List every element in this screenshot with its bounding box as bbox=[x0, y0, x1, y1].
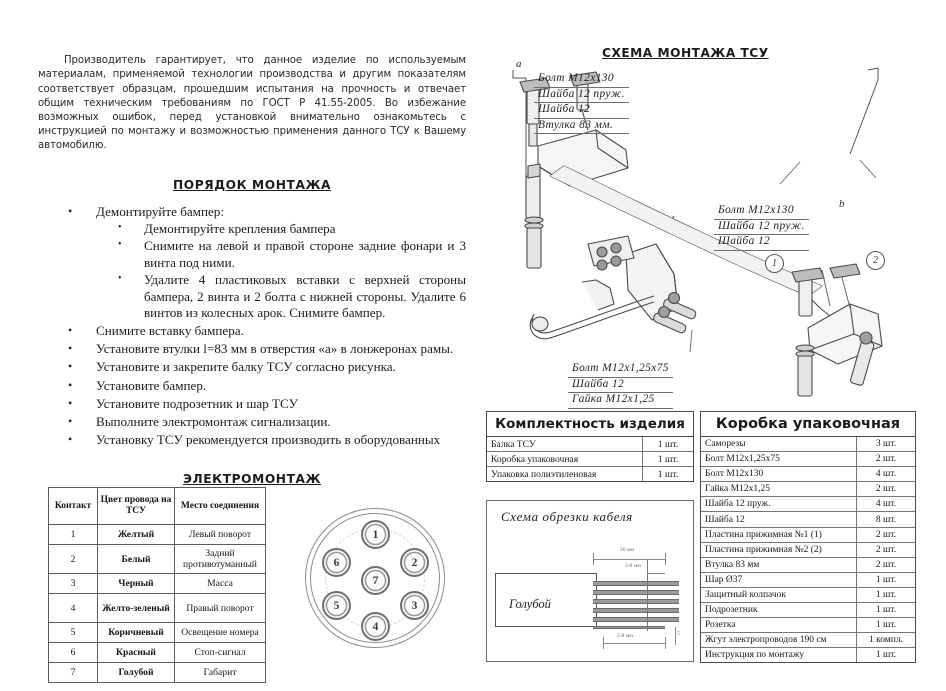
cell-quantity: 4 шт. bbox=[857, 467, 916, 482]
install-order-heading: ПОРЯДОК МОНТАЖА bbox=[172, 177, 332, 192]
callout-line: Шайба 12 пруж. bbox=[714, 220, 809, 236]
cell-item-name: Розетка bbox=[701, 618, 857, 633]
wire-strand bbox=[593, 581, 679, 586]
cell-quantity: 4 шт. bbox=[857, 497, 916, 512]
callout-line: Шайба 12 bbox=[568, 378, 673, 394]
wire-strand bbox=[593, 599, 679, 604]
kit-table-title: Комплектность изделия bbox=[487, 412, 693, 437]
cell-place: Освещение номера bbox=[175, 623, 266, 643]
mounting-diagram-title: СХЕМА МОНТАЖА ТСУ bbox=[602, 46, 769, 60]
table-row bbox=[487, 437, 693, 452]
list-item: • Демонтируйте крепления бампера bbox=[118, 221, 466, 238]
callout-circle-1: 1 bbox=[765, 254, 784, 273]
cell-quantity: 3 шт. bbox=[857, 437, 916, 452]
list-item: • Снимите вставку бампера. bbox=[68, 323, 466, 340]
connector-pin-5: 5 bbox=[322, 591, 351, 620]
cell-contact: 6 bbox=[49, 643, 98, 663]
cell-color: Белый bbox=[98, 545, 175, 574]
packing-box-table bbox=[700, 411, 916, 663]
list-item: • Установку ТСУ рекомендуется производить в оборудованных bbox=[68, 432, 466, 449]
wire-strand bbox=[593, 617, 679, 622]
dimension-tick bbox=[675, 627, 676, 645]
table-row bbox=[701, 557, 915, 572]
cable-color-label: Голубой bbox=[509, 597, 551, 611]
cell-quantity: 1 шт. bbox=[643, 437, 694, 452]
callout-line: Гайка М12х1,25 bbox=[568, 393, 673, 409]
dimension-label-top: 20 мм bbox=[620, 547, 635, 553]
dimension-line-bottom bbox=[603, 643, 665, 644]
table-row bbox=[701, 633, 915, 648]
cell-place: Задний противотуманный bbox=[175, 545, 266, 574]
list-item: • Выполните электромонтаж сигнализации. bbox=[68, 414, 466, 431]
table-row bbox=[49, 594, 266, 623]
dimension-line-mid bbox=[647, 573, 665, 574]
cell-item-name: Шайба 12 пруж. bbox=[701, 497, 857, 512]
warranty-paragraph: Производитель гарантирует, что данное изделие по используемым материалам, применяемой технологии производства и другим показателям соответствует образцам, прошедшим испытания на прочность и отвечает общим техническим требованиям по ГОСТ Р 41.55-2005. Во избежание возможных ошибок, перед установкой внимательно ознакомьтесь с инструкцией по монтажу и возможностью применения данного ТСУ к Вашему автомобилю. bbox=[38, 55, 466, 152]
cell-item-name: Балка ТСУ bbox=[491, 438, 536, 450]
table-row bbox=[487, 452, 693, 467]
cell-item-name: Саморезы bbox=[705, 439, 746, 450]
column-header-connection-place: Место соединения bbox=[175, 488, 266, 525]
table-row bbox=[701, 618, 915, 633]
cell-quantity: 2 шт. bbox=[857, 527, 916, 542]
dimension-tick bbox=[603, 637, 604, 649]
table-row bbox=[49, 574, 266, 594]
connector-pin-3: 3 bbox=[400, 591, 429, 620]
callout-line: Шайба 12 bbox=[714, 235, 809, 251]
connector-pin-7: 7 bbox=[361, 566, 390, 595]
cell-place: Масса bbox=[175, 574, 266, 594]
table-row bbox=[701, 527, 915, 542]
table-row bbox=[701, 572, 915, 587]
install-order-sublist bbox=[96, 221, 466, 322]
kit-contents-table bbox=[486, 411, 694, 482]
cell-quantity: 2 шт. bbox=[857, 542, 916, 557]
column-header-wire-color: Цвет провода на ТСУ bbox=[98, 488, 175, 525]
list-item: • Удалите 4 пластиковых вставки с верхней стороны бампера, 2 винта и 2 болта с нижней стороны. Удалите 6 винтов из колесных арок. Снимите бампер. bbox=[118, 272, 466, 322]
table-row bbox=[701, 603, 915, 618]
cell-quantity: 2 шт. bbox=[857, 482, 916, 497]
wire-strand bbox=[593, 608, 679, 613]
connector-pin-2: 2 bbox=[400, 548, 429, 577]
cell-item-name: Пластина прижимная №1 (1) bbox=[701, 527, 857, 542]
dimension-label-right: 5 bbox=[677, 631, 680, 637]
table-row bbox=[701, 497, 915, 512]
cell-item-name: Упаковка полиэтиленовая bbox=[487, 467, 643, 482]
list-item: • Снимите на левой и правой стороне задние фонари и 3 винта под ними. bbox=[118, 238, 466, 271]
list-item: • Установите бампер. bbox=[68, 378, 466, 395]
dimension-tick bbox=[593, 553, 594, 565]
dimension-label-mid: 5-8 мм bbox=[625, 563, 641, 569]
table-header-row bbox=[49, 488, 266, 525]
cell-quantity: 1 шт. bbox=[857, 603, 916, 618]
cell-contact: 2 bbox=[49, 545, 98, 574]
cell-contact: 4 bbox=[49, 594, 98, 623]
cell-item-name: Шар Ø37 bbox=[701, 572, 857, 587]
list-item bbox=[68, 204, 466, 322]
table-row bbox=[701, 542, 915, 557]
table-row bbox=[49, 643, 266, 663]
cell-quantity: 1 шт. bbox=[643, 467, 694, 482]
list-item: • Установите втулки l=83 мм в отверстия «а» в лонжеронах рамы. bbox=[68, 341, 466, 358]
table-row bbox=[49, 663, 266, 683]
dimension-line-top bbox=[593, 559, 665, 560]
electrical-heading: ЭЛЕКТРОМОНТАЖ bbox=[182, 472, 322, 487]
table-row bbox=[701, 587, 915, 602]
wiring-table-wrapper bbox=[48, 487, 266, 683]
cell-contact: 1 bbox=[49, 525, 98, 545]
cell-item-name: Жгут электропроводов 190 см bbox=[701, 633, 857, 648]
cell-item-name: Пластина прижимная №2 (2) bbox=[701, 542, 857, 557]
wire-strand bbox=[593, 626, 665, 629]
dimension-label-bottom: 5-8 мм bbox=[617, 633, 633, 639]
cell-quantity: 8 шт. bbox=[857, 512, 916, 527]
cell-place: Левый поворот bbox=[175, 525, 266, 545]
table-row bbox=[701, 648, 915, 663]
cell-place: Правый поворот bbox=[175, 594, 266, 623]
callout-line: Болт М12х130 bbox=[714, 204, 809, 220]
cell-item-name: Защитный колпачок bbox=[701, 587, 857, 602]
table-row bbox=[487, 467, 693, 482]
box-table-title: Коробка упаковочная bbox=[701, 412, 915, 437]
marker-label-a: a bbox=[516, 58, 522, 70]
cable-cut-diagram bbox=[486, 500, 694, 662]
connector-pin-1: 1 bbox=[361, 520, 390, 549]
list-item: • Установите и закрепите балку ТСУ согласно рисунка. bbox=[68, 359, 466, 376]
callout-line: Втулка 83 мм. bbox=[534, 119, 629, 135]
callout-circle-2: 2 bbox=[866, 251, 885, 270]
dimension-tick bbox=[665, 637, 666, 649]
cell-color: Черный bbox=[98, 574, 175, 594]
cell-color: Красный bbox=[98, 643, 175, 663]
table-row bbox=[49, 545, 266, 574]
cell-item-name: Втулка 83 мм bbox=[701, 557, 857, 572]
table-row bbox=[701, 437, 915, 452]
cell-item-name: Подрозетник bbox=[701, 603, 857, 618]
cable-diagram-title: Схема обрезки кабеля bbox=[501, 509, 633, 524]
callout-line: Шайба 12 bbox=[534, 103, 629, 119]
cell-color: Голубой bbox=[98, 663, 175, 683]
callout-line: Шайба 12 пруж. bbox=[534, 88, 629, 104]
table-row bbox=[49, 623, 266, 643]
cell-quantity: 2 шт. bbox=[857, 557, 916, 572]
cell-contact: 7 bbox=[49, 663, 98, 683]
cell-quantity: 1 шт. bbox=[857, 648, 916, 663]
list-item: • Установите подрозетник и шар ТСУ bbox=[68, 396, 466, 413]
left-column bbox=[38, 44, 466, 498]
cell-quantity: 1 шт. bbox=[857, 572, 916, 587]
table-row bbox=[701, 512, 915, 527]
table-row bbox=[701, 467, 915, 482]
cell-item-name: Шайба 12 bbox=[701, 512, 857, 527]
socket-connector-diagram bbox=[305, 508, 447, 650]
cut-line bbox=[647, 559, 648, 631]
cell-contact: 5 bbox=[49, 623, 98, 643]
cell-item-name: Гайка М12х1,25 bbox=[701, 482, 857, 497]
callout-line: Болт М12х130 bbox=[534, 72, 629, 88]
table-row bbox=[701, 452, 915, 467]
wiring-table bbox=[48, 487, 266, 683]
cell-item-name: Болт М12х1,25х75 bbox=[701, 452, 857, 467]
cell-quantity: 2 шт. bbox=[857, 452, 916, 467]
cell-contact: 3 bbox=[49, 574, 98, 594]
callout-top bbox=[534, 72, 629, 134]
list-item-label: Демонтируйте бампер: bbox=[96, 203, 224, 219]
cell-quantity: 1 шт. bbox=[857, 587, 916, 602]
cell-color: Желтый bbox=[98, 525, 175, 545]
cell-place: Габарит bbox=[175, 663, 266, 683]
cell-item-name: Болт М12х130 bbox=[701, 467, 857, 482]
cell-quantity: 1 компл. bbox=[857, 633, 916, 648]
wire-strand bbox=[593, 590, 679, 595]
install-order-list bbox=[38, 204, 466, 449]
cell-quantity: 1 шт. bbox=[857, 618, 916, 633]
connector-pin-4: 4 bbox=[361, 612, 390, 641]
marker-label-b: b bbox=[839, 198, 845, 210]
callout-line: Болт М12х1,25х75 bbox=[568, 362, 673, 378]
callout-bottom bbox=[568, 362, 673, 409]
column-header-contact: Контакт bbox=[49, 488, 98, 525]
cell-quantity: 1 шт. bbox=[643, 452, 694, 467]
cell-item-name: Коробка упаковочная bbox=[487, 452, 643, 467]
cell-color: Желто-зеленый bbox=[98, 594, 175, 623]
cell-place: Стоп-сигнал bbox=[175, 643, 266, 663]
cell-item-name: Инструкция по монтажу bbox=[701, 648, 857, 663]
cell-color: Коричневый bbox=[98, 623, 175, 643]
connector-pin-6: 6 bbox=[322, 548, 351, 577]
table-row bbox=[49, 525, 266, 545]
callout-right bbox=[714, 204, 809, 251]
dimension-tick bbox=[665, 553, 666, 565]
table-row bbox=[701, 482, 915, 497]
